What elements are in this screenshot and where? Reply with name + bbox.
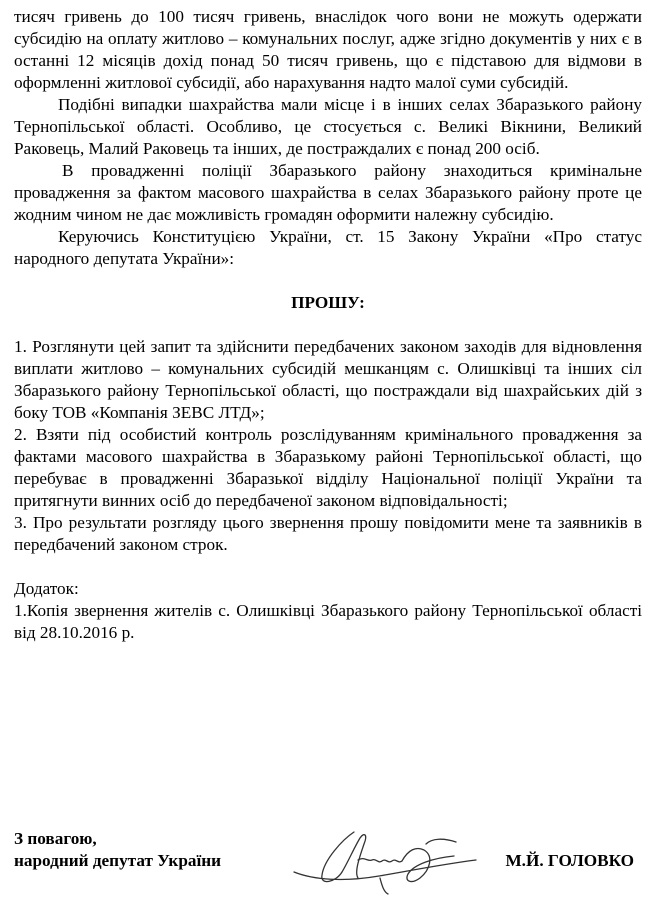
regards-text: З повагою, — [14, 829, 97, 848]
paragraph-3: В провадженні поліції Збаразького району знаходиться кримінальне провадження за фактом масового шахрайства в селах Збаразького району проте це жодним чином не дає можливість громадян оформити належну субсидію. — [14, 161, 642, 224]
closing — [14, 828, 221, 872]
spacer — [14, 556, 642, 578]
paragraph-2: Подібні випадки шахрайства мали місце і в інших селах Збаразького району Тернопільської області. Особливо, це стосується с. Великі Вікнини, Великий Раковець, Малий Раковець та інших, де постраждалих є понад 200 осіб. — [14, 95, 642, 158]
document-body — [14, 6, 642, 644]
request-item-1: 1. Розглянути цей запит та здійснити передбачених законом заходів для відновлення виплати житлово – комунальних субсидій мешканцям с. Олишківці та інших сіл Збаразького району Тернопільської області, що постраждали від шахрайських дій з боку ТОВ «Компанія ЗЕВС ЛТД»; — [14, 337, 642, 422]
spacer — [14, 314, 642, 336]
paragraph-1: тисяч гривень до 100 тисяч гривень, внаслідок чого вони не можуть одержати субсидію на оплату житлово – комунальних послуг, адже згідно документів у них є в останні 12 місяців дохід понад 50 тисяч гривень, що є підставою для відмови в оформленні житлової субсидії, або нарахування надто малої суми субсидій. — [14, 7, 642, 92]
signature-block — [14, 828, 642, 898]
paragraph-4: Керуючись Конституцією України, ст. 15 Закону України «Про статус народного депутата України»: — [14, 227, 642, 268]
attachment-label: Додаток: — [14, 579, 79, 598]
spacer — [14, 270, 642, 292]
request-title: ПРОШУ: — [291, 293, 365, 312]
handwritten-signature — [284, 820, 484, 900]
signer-position: народний депутат України — [14, 851, 222, 870]
signer-name: М.Й. ГОЛОВКО — [505, 851, 634, 870]
attachment-item: 1.Копія звернення жителів с. Олишківці Збаразького району Тернопільської області від 28.10.2016 р. — [14, 601, 642, 642]
request-item-3: 3. Про результати розгляду цього звернення прошу повідомити мене та заявників в передбачений законом строк. — [14, 513, 642, 554]
request-item-2: 2. Взяти під особистий контроль розслідуванням кримінального провадження за фактами масового шахрайства в Збаразькому районі Тернопільської області, що перебуває в провадженні Збаразької відділу Національної поліції України та притягнути винних осіб до передбаченої законом відповідальності; — [14, 425, 642, 510]
